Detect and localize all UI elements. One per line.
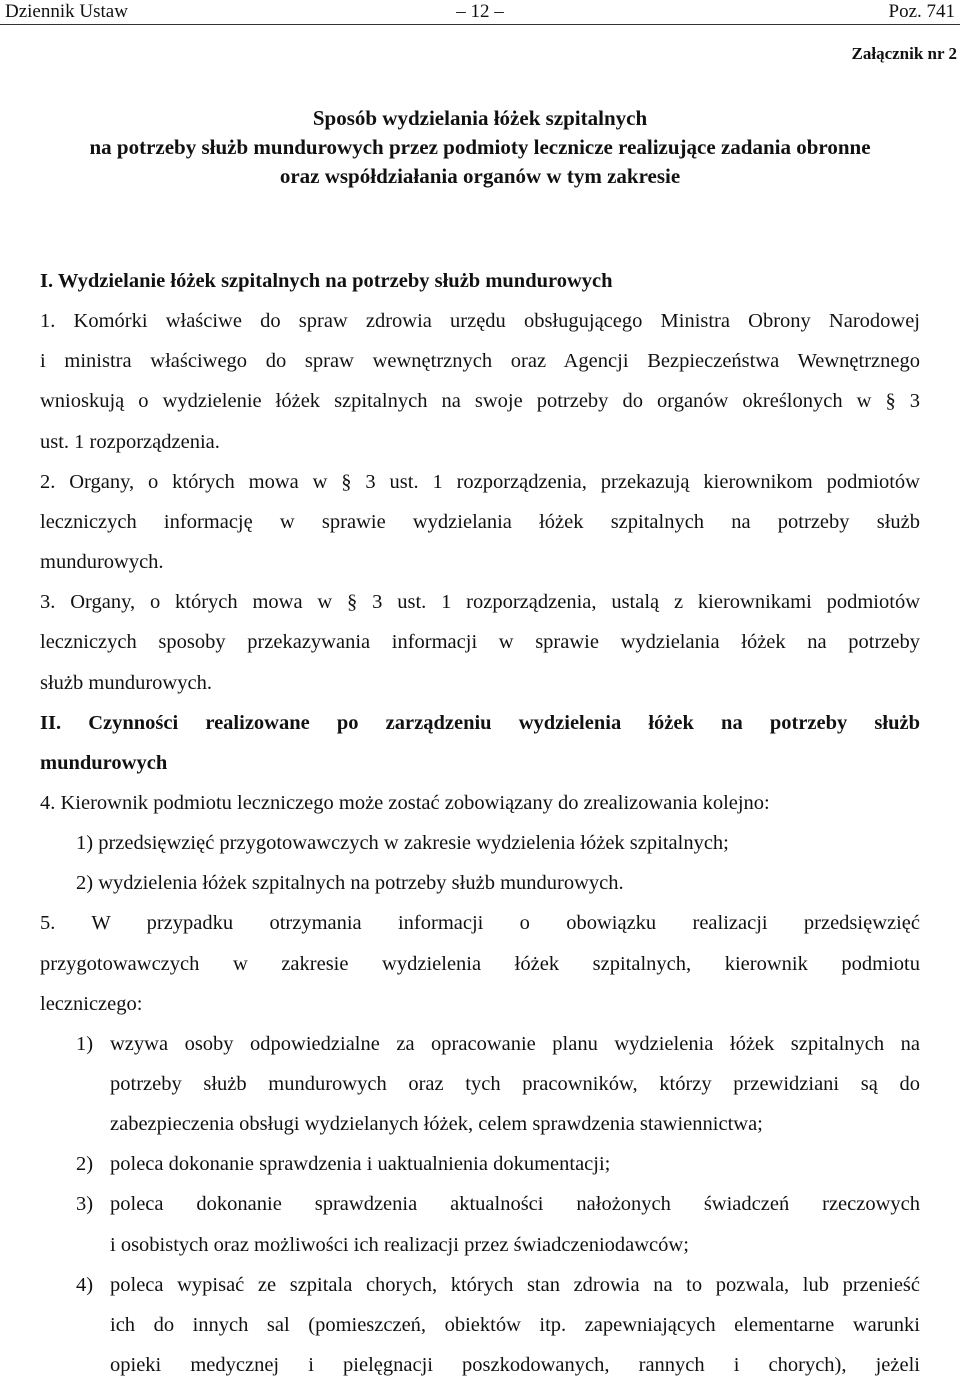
title-line: na potrzeby służb mundurowych przez podmioty lecznicze realizujące zadania obronne: [89, 135, 871, 159]
text-line: 4. Kierownik podmiotu leczniczego może zostać zobowiązany do zrealizowania kolejno:: [40, 792, 770, 814]
text-line: 2) wydzielenia łóżek szpitalnych na potrzeby służb mundurowych.: [76, 872, 624, 894]
text-line: poleca wypisać ze szpitala chorych, których stan zdrowia na to pozwala, lub przenieść: [110, 1274, 920, 1296]
document-title: [0, 104, 960, 191]
page-number: – 12 –: [456, 1, 504, 22]
title-line: Sposób wydzielania łóżek szpitalnych: [312, 106, 648, 130]
text-line: 1. Komórki właściwe do spraw zdrowia urzędu obsługującego Ministra Obrony Narodowej: [40, 310, 920, 332]
text-line: mundurowych.: [40, 551, 164, 573]
title-line: oraz współdziałania organów w tym zakresie: [279, 164, 681, 188]
text-line: leczniczych informację w sprawie wydzielania łóżek szpitalnych na potrzeby służb: [40, 511, 920, 533]
text-line: poleca dokonanie sprawdzenia aktualności nałożonych świadczeń rzeczowych: [110, 1193, 920, 1215]
text-line: przygotowawczych w zakresie wydzielenia łóżek szpitalnych, kierownik podmiotu: [40, 953, 920, 975]
position-number: Poz. 741: [888, 1, 955, 22]
text-line: ust. 1 rozporządzenia.: [40, 431, 220, 453]
text-line: 2. Organy, o których mowa w § 3 ust. 1 rozporządzenia, przekazują kierownikom podmiotów: [40, 471, 920, 493]
journal-name: Dziennik Ustaw: [5, 1, 128, 22]
text-line: leczniczego:: [40, 993, 143, 1015]
text-line: zabezpieczenia obsługi wydzielanych łóżek, celem sprawdzenia stawiennictwa;: [110, 1113, 763, 1135]
annex-label: Załącznik nr 2: [851, 44, 957, 63]
list-item-number: 4): [76, 1274, 94, 1296]
page-header: [0, 0, 960, 26]
section-heading-line: II. Czynności realizowane po zarządzeniu wydzielenia łóżek na potrzeby służb: [40, 712, 920, 734]
section-heading-line: mundurowych: [40, 752, 168, 774]
text-line: i ministra właściwego do spraw wewnętrznych oraz Agencji Bezpieczeństwa Wewnętrznego: [40, 350, 920, 372]
header-divider: [0, 24, 960, 25]
text-line: służb mundurowych.: [40, 672, 212, 694]
text-line: 1) przedsięwzięć przygotowawczych w zakresie wydzielenia łóżek szpitalnych;: [76, 832, 729, 854]
list-item-number: 3): [76, 1193, 94, 1215]
text-line: leczniczych sposoby przekazywania informacji w sprawie wydzielania łóżek na potrzeby: [40, 631, 920, 653]
list-item-number: 2): [76, 1153, 94, 1175]
text-line: ich do innych sal (pomieszczeń, obiektów itp. zapewniających elementarne warunki: [110, 1314, 920, 1336]
list-item-number: 1): [76, 1033, 94, 1055]
text-line: opieki medycznej i pielęgnacji poszkodowanych, rannych i chorych), jeżeli: [110, 1354, 920, 1376]
section-heading-line: I. Wydzielanie łóżek szpitalnych na potrzeby służb mundurowych: [40, 270, 613, 292]
text-line: potrzeby służb mundurowych oraz tych pracowników, którzy przewidziani są do: [110, 1073, 920, 1095]
text-line: 5. W przypadku otrzymania informacji o obowiązku realizacji przedsięwzięć: [40, 912, 920, 934]
text-line: poleca dokonanie sprawdzenia i uaktualnienia dokumentacji;: [110, 1153, 611, 1175]
text-line: 3. Organy, o których mowa w § 3 ust. 1 rozporządzenia, ustalą z kierownikami podmiotów: [40, 591, 920, 613]
text-line: wnioskują o wydzielenie łóżek szpitalnych na swoje potrzeby do organów określonych w § 3: [40, 390, 920, 412]
text-line: i osobistych oraz możliwości ich realizacji przez świadczeniodawców;: [110, 1234, 689, 1256]
text-line: wzywa osoby odpowiedzialne za opracowanie planu wydzielenia łóżek szpitalnych na: [110, 1033, 920, 1055]
